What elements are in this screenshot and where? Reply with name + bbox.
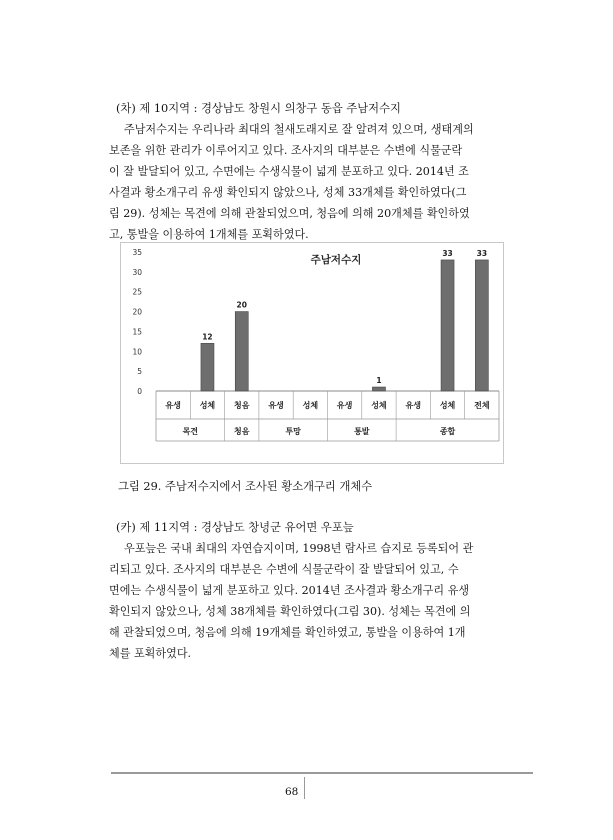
chart-title: 주남저수지: [310, 254, 362, 266]
bar-chart: [120, 242, 504, 464]
figure-caption: 그림 29. 주남저수지에서 조사된 황소개구리 개체수: [118, 480, 373, 493]
chart-svg: [121, 243, 505, 465]
category-label: 성체: [439, 401, 456, 410]
group-label: 목견: [182, 427, 199, 436]
paragraph-line: 고, 통발을 이용하여 1개체를 포획하였다.: [109, 228, 309, 241]
bar-9: [475, 260, 488, 391]
data-label: 1: [376, 376, 382, 386]
category-label: 성체: [371, 401, 387, 410]
group-label: 통발: [354, 427, 370, 436]
data-label: 33: [442, 248, 453, 258]
category-label: 유생: [336, 401, 353, 410]
y-tick-label: 0: [137, 387, 142, 396]
y-tick-label: 15: [132, 327, 142, 337]
bar-2: [235, 312, 248, 391]
paragraph-line: 해 관찰되었으며, 청음에 의해 19개체를 확인하였고, 통발을 이용하여 1개: [109, 626, 466, 639]
page-number: 68: [285, 786, 299, 798]
section-ka-heading: (카) 제 11지역 : 경상남도 창녕군 유어면 우포늪: [116, 521, 354, 534]
y-tick-label: 25: [132, 287, 142, 297]
paragraph-line: 확인되지 않았으나, 성체 38개체를 확인하였다(그림 30). 성체는 목견에 의: [109, 605, 471, 618]
paragraph-line: 면에는 수생식물이 넓게 분포하고 있다. 2014년 조사결과 황소개구리 유생: [109, 584, 470, 597]
bar-6: [372, 387, 385, 391]
paragraph-line: 보존을 위한 관리가 이루어지고 있다. 조사지의 대부분은 수변에 식물군락: [109, 144, 463, 157]
category-label: 청음: [234, 401, 250, 410]
y-tick-label: 5: [137, 367, 142, 377]
y-tick-label: 10: [132, 347, 142, 357]
data-label: 12: [202, 332, 213, 342]
category-label: 유생: [405, 401, 421, 410]
category-label: 성체: [199, 401, 216, 410]
paragraph-line: 우포늪은 국내 최대의 자연습지이며, 1998년 람사르 습지로 등록되어 관: [124, 542, 474, 555]
category-label: 전체: [474, 401, 490, 410]
bar-1: [201, 343, 214, 391]
y-tick-label: 35: [132, 248, 142, 257]
paragraph-line: 사결과 황소개구리 유생 확인되지 않았으나, 성체 33개체를 확인하였다(그: [109, 186, 467, 199]
data-label: 33: [476, 248, 488, 258]
paragraph-line: 림 29). 성체는 목견에 의해 관찰되었으며, 청음에 의해 20개체를 확인하였: [109, 207, 470, 220]
category-label: 성체: [302, 401, 319, 410]
y-tick-label: 30: [132, 267, 142, 277]
footer-rule: [111, 772, 533, 774]
paragraph-line: 리되고 있다. 조사지의 대부분은 수변에 식물군락이 잘 발달되어 있고, 수: [109, 563, 459, 576]
section-cha-heading: (차) 제 10지역 : 경상남도 창원시 의창구 동읍 주남저수지: [116, 102, 401, 115]
paragraph-line: 주남저수지는 우리나라 최대의 철새도래지로 잘 알려져 있으며, 생태계의: [124, 123, 474, 136]
category-label: 유생: [165, 401, 181, 410]
group-label: 투망: [285, 427, 301, 436]
category-label: 유생: [268, 401, 284, 410]
data-label: 20: [236, 300, 247, 310]
paragraph-line: 체를 포획하였다.: [109, 647, 192, 660]
bar-8: [441, 260, 454, 391]
group-label: 청음: [234, 427, 250, 436]
y-tick-label: 20: [132, 307, 142, 317]
paragraph-line: 이 잘 발달되어 있고, 수면에는 수생식물이 넓게 분포하고 있다. 2014년 조: [109, 165, 469, 178]
group-label: 종합: [439, 427, 456, 436]
